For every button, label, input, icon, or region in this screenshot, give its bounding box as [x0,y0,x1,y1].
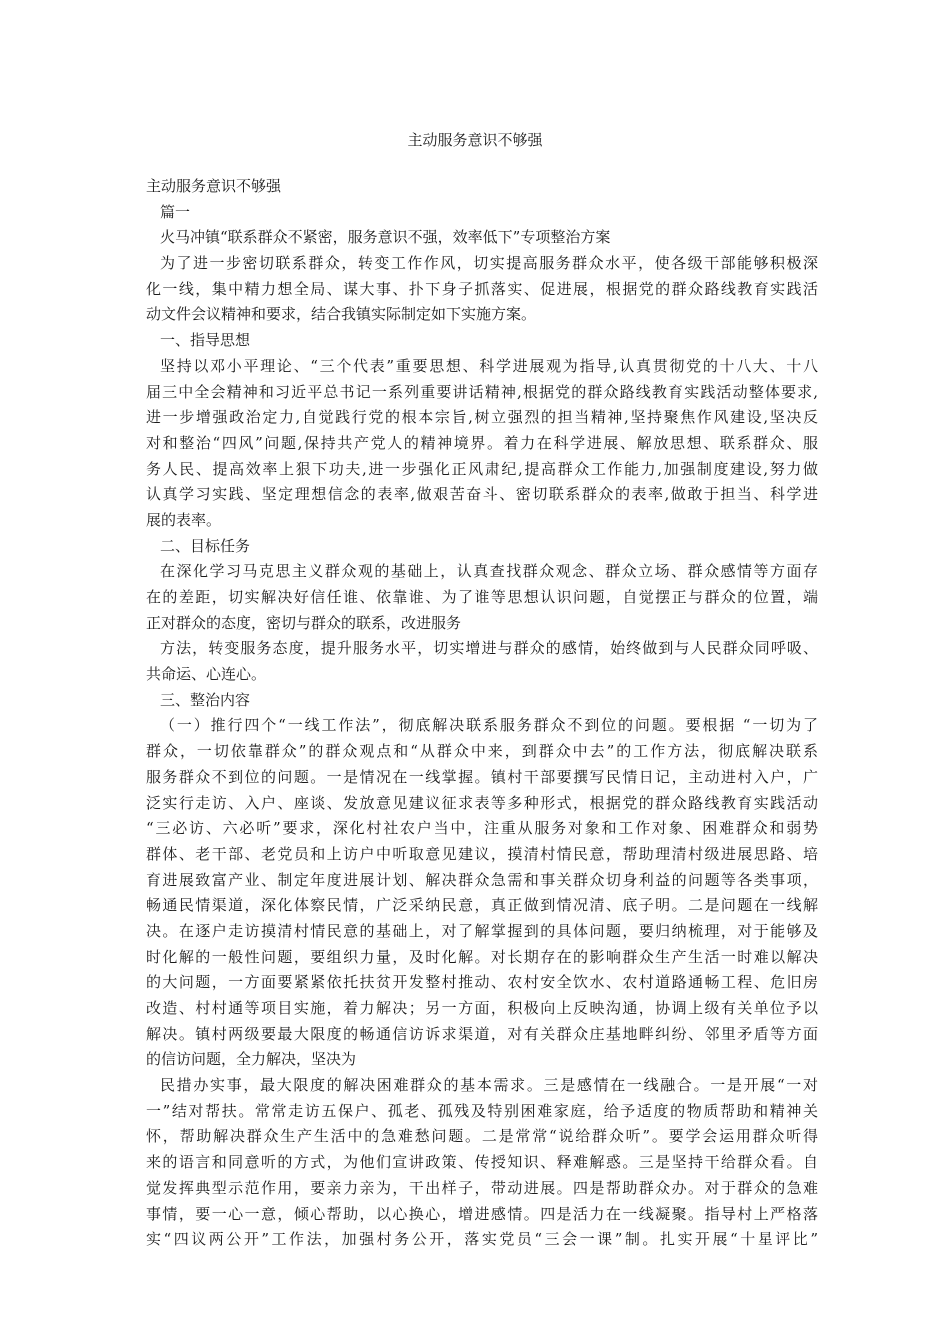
text-line: 的大问题，一方面要紧紧依托扶贫开发整村推动、农村安全饮水、农村道路通畅工程、危旧房 [146,973,818,992]
text-line: 事情，要一心一意，倾心帮助，以心换心，增进感情。四是活力在一线凝聚。指导村上严格落 [146,1204,818,1223]
text-line: “三必访、六必听”要求，深化村社农户当中，注重从服务对象和工作对象、困难群众和弱势 [146,819,818,838]
text-line: 三、整治内容 [160,690,251,709]
text-line: 一、指导思想 [160,331,251,350]
document-body [146,174,818,1253]
text-line: 决。在逐户走访摸清村情民意的基础上，对了解掌握到的具体问题，要归纳梳理，对于能够及 [146,921,818,940]
text-line: 对和整治“四风”问题,保持共产党人的精神境界。着力在科学进展、解放思想、联系群众、服 [146,433,818,452]
text-line: 为了进一步密切联系群众，转变工作作风，切实提高服务群众水平，使各级干部能够积极深 [160,254,818,273]
text-line: 实“四议两公开”工作法，加强村务公开，落实党员“三会一课”制。扎实开展“十星评比” [146,1230,818,1249]
text-line: 育进展致富产业、制定年度进展计划、解决群众急需和事关群众切身利益的问题等各类事项， [146,870,818,889]
text-line: 动文件会议精神和要求，结合我镇实际制定如下实施方案。 [146,305,537,324]
text-line: 二、目标任务 [160,536,251,555]
text-line: 化一线，集中精力想全局、谋大事、扑下身子抓落实、促进展，根据党的群众路线教育实践活 [146,279,818,298]
text-line: 火马冲镇“联系群众不紧密，服务意识不强，效率低下”专项整治方案 [160,228,611,247]
text-line: 怀，帮助解决群众生产生活中的急难愁问题。二是常常“说给群众听”。要学会运用群众听得 [146,1127,818,1146]
text-line: 群体、老干部、老党员和上访户中听取意见建议，摸清村情民意，帮助理清村级进展思路、培 [146,844,818,863]
text-line: 群众，一切依靠群众”的群众观点和“从群众中来，到群众中去”的工作方法，彻底解决联系 [146,742,818,761]
text-line: 时化解的一般性问题，要组织力量，及时化解。对长期存在的影响群众生产生活一时难以解决 [146,947,818,966]
text-line: 展的表率。 [146,510,222,529]
text-line: 认真学习实践、坚定理想信念的表率,做艰苦奋斗、密切联系群众的表率,做敢于担当、科学进 [146,485,818,504]
text-line: 民措办实事，最大限度的解决困难群众的基本需求。三是感情在一线融合。一是开展“一对 [160,1076,818,1095]
document-title: 主动服务意识不够强 [407,131,543,149]
text-line: 正对群众的态度，密切与群众的联系，改进服务 [146,613,462,632]
text-line: 的信访问题，全力解决，坚决为 [146,1050,357,1069]
text-line: 主动服务意识不够强 [146,177,282,195]
text-line: 解决。镇村两级要最大限度的畅通信访诉求渠道，对有关群众庄基地畔纠纷、邻里矛盾等方面 [146,1024,818,1043]
text-line: 在深化学习马克思主义群众观的基础上，认真查找群众观念、群众立场、群众感情等方面存 [160,562,818,581]
text-line: 觉发挥典型示范作用，要亲力亲为，干出样子，带动进展。四是帮助群众办。对于群众的急难 [146,1178,818,1197]
text-line: 服务群众不到位的问题。一是情况在一线掌握。镇村干部要撰写民情日记，主动进村入户，广 [146,767,818,786]
text-line: 来的语言和同意听的方式，为他们宣讲政策、传授知识、释难解惑。三是坚持干给群众看。自 [146,1153,818,1172]
text-line: 篇一 [160,202,191,221]
text-line: 改造、村村通等项目实施，着力解决；另一方面，积极向上反映沟通，协调上级有关单位予以 [146,999,818,1017]
text-line: 方法，转变服务态度，提升服务水平，切实增进与群众的感情，始终做到与人民群众同呼吸、 [160,639,818,658]
text-line: 进一步增强政治定力,自觉践行党的根本宗旨,树立强烈的担当精神,坚持聚焦作风建设,坚决反 [146,408,818,427]
text-line: 共命运、心连心。 [146,665,267,684]
text-line: 坚持以邓小平理论、“三个代表”重要思想、科学进展观为指导,认真贯彻党的十八大、十八 [160,356,818,375]
text-line: 务人民、提高效率上狠下功夫,进一步强化正风肃纪,提高群众工作能力,加强制度建设,努力做 [146,459,818,478]
text-line: 一”结对帮扶。常常走访五保户、孤老、孤残及特别困难家庭，给予适度的物质帮助和精神关 [146,1101,818,1120]
text-line: 届三中全会精神和习近平总书记一系列重要讲话精神,根据党的群众路线教育实践活动整体要求, [146,382,818,401]
text-line: 泛实行走访、入户、座谈、发放意见建议征求表等多种形式，根据党的群众路线教育实践活动 [146,793,818,812]
text-line: 在的差距，切实解决好信任谁、依靠谁、为了谁等思想认识问题，自觉摆正与群众的位置，端 [146,588,818,606]
text-line: 畅通民情渠道，深化体察民情，广泛采纳民意，真正做到情况清、底子明。二是问题在一线解 [146,896,818,915]
text-line: （一）推行四个“一线工作法”，彻底解决联系服务群众不到位的问题。要根据 “一切为了 [160,716,818,735]
